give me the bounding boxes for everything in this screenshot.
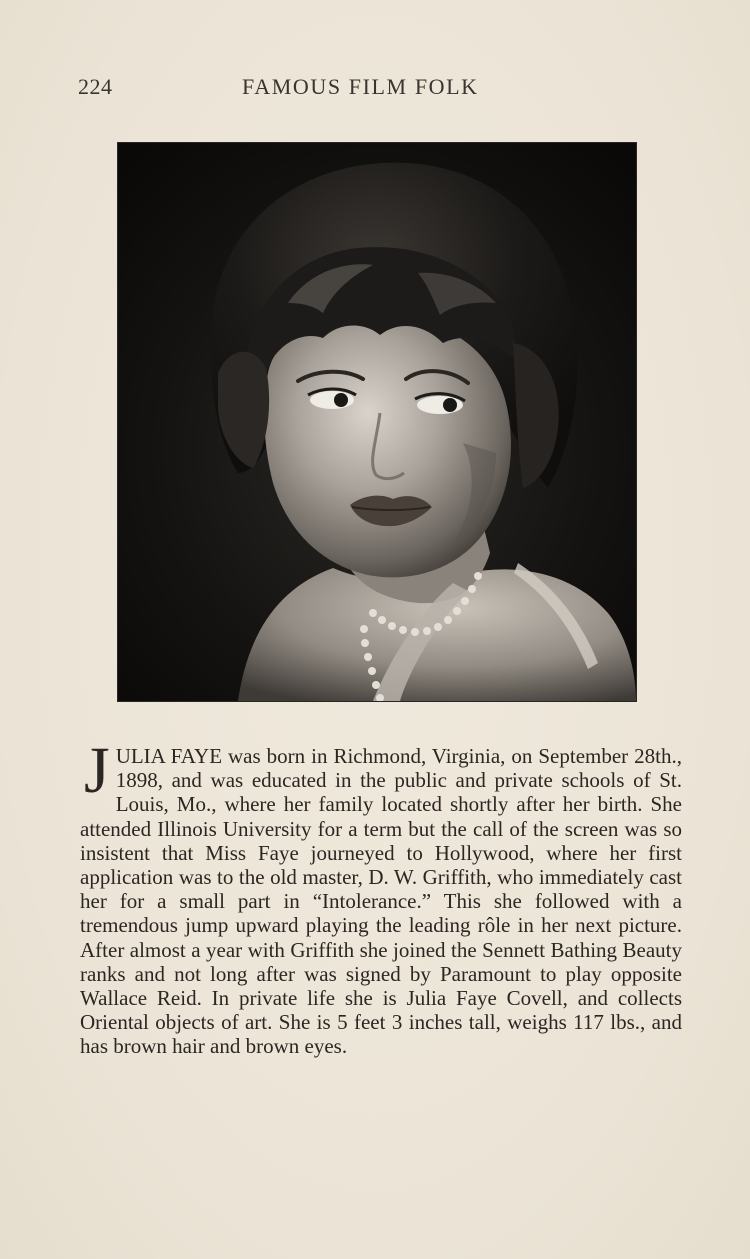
right-iris <box>443 398 457 412</box>
page-number: 224 <box>78 74 113 99</box>
book-title: FAMOUS FILM FOLK <box>242 74 479 99</box>
biography-paragraph <box>80 734 682 1059</box>
left-iris <box>334 393 348 407</box>
running-head <box>78 74 682 102</box>
biography-text: ULIA FAYE was born in Richmond, Virginia, on September 28th., 1898, and was educated in the public and private schools of St. Louis, Mo., where her family located shortly after her birth. She attended Illinois University for a term but the call of the screen was so insistent that Miss Faye journeyed to Hollywood, where her first application was to the old master, D. W. Griffith, who immediately cast her for a small part in “Intolerance.” This she followed with a tremendous jump upward playing the leading rôle in her next picture. After almost a year with Griffith she joined the Sennett Bathing Beauty ranks and not long after was signed by Paramount to play opposite Wallace Reid. In private life she is Julia Faye Covell, and collects Oriental objects of art. She is 5 feet 3 inches tall, weighs 117 lbs., and has brown hair and brown eyes. <box>80 744 682 1059</box>
drop-cap: J <box>84 734 110 807</box>
portrait-photo <box>118 143 636 701</box>
